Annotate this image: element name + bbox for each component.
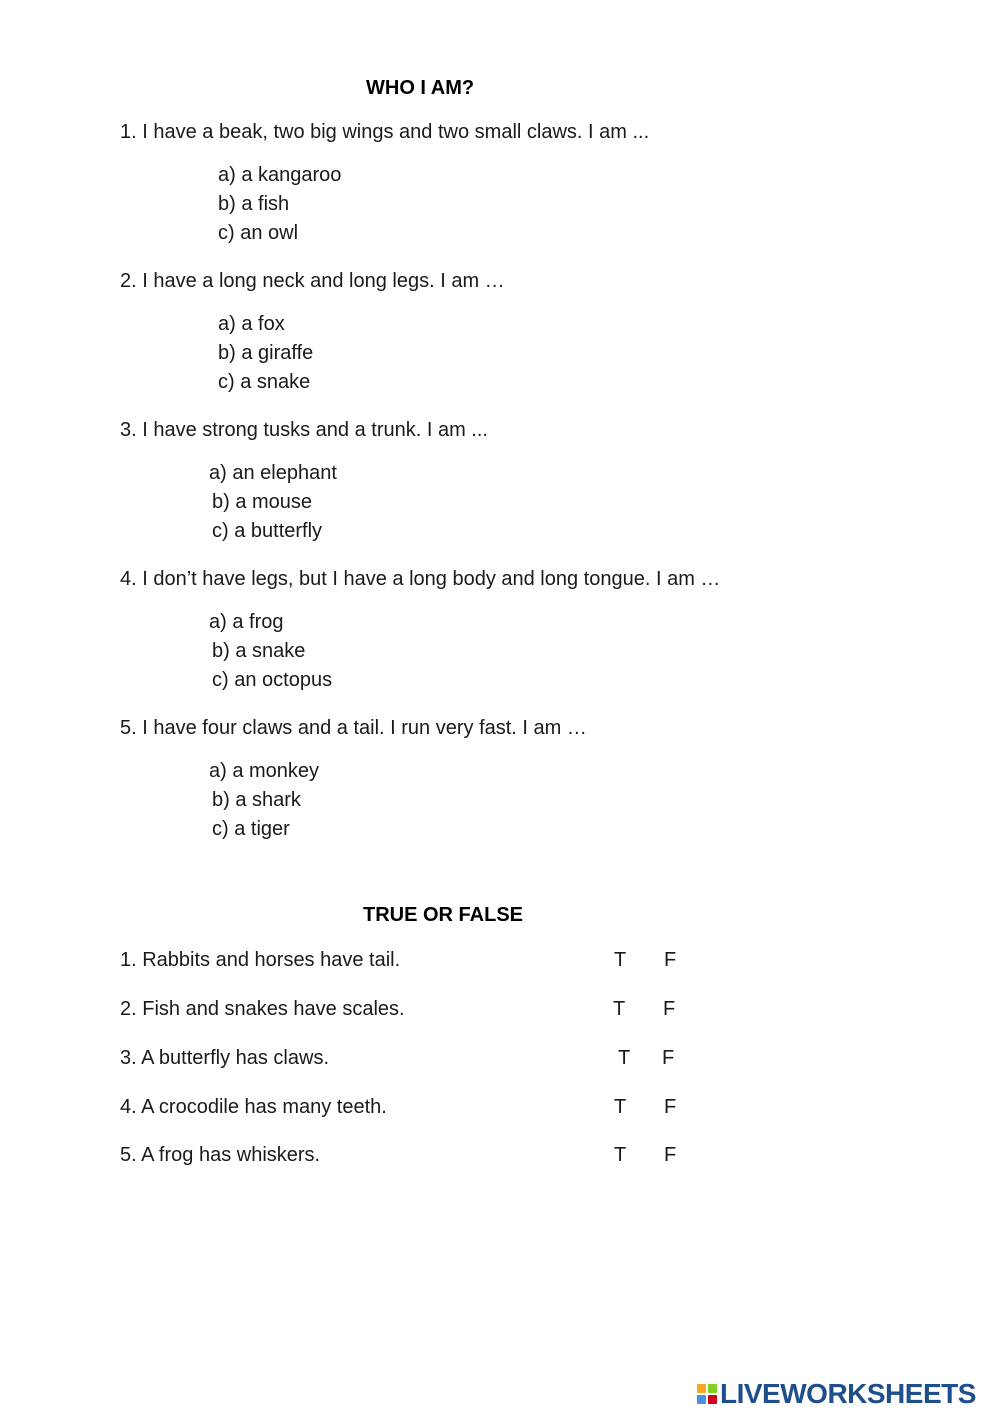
question-3-option-b[interactable]: b) a mouse	[212, 491, 313, 513]
question-3-option-a[interactable]: a) an elephant	[209, 462, 337, 484]
tf-1-false-option[interactable]: F	[664, 949, 677, 971]
question-1: 1. I have a beak, two big wings and two small claws. I am ...	[120, 121, 650, 143]
section-title-who-i-am: WHO I AM?	[366, 77, 475, 99]
tf-statement-4: 4. A crocodile has many teeth.	[120, 1096, 387, 1118]
question-5-option-a[interactable]: a) a monkey	[209, 760, 320, 782]
tf-2-true-option[interactable]: T	[613, 998, 626, 1020]
question-1-option-c[interactable]: c) an owl	[218, 222, 299, 244]
tf-4-false-option[interactable]: F	[664, 1096, 677, 1118]
tf-statement-2: 2. Fish and snakes have scales.	[120, 998, 405, 1020]
section-title-true-or-false: TRUE OR FALSE	[363, 904, 524, 926]
question-1-option-b[interactable]: b) a fish	[218, 193, 290, 215]
tf-5-false-option[interactable]: F	[664, 1144, 677, 1166]
tf-3-false-option[interactable]: F	[662, 1047, 675, 1069]
question-4-option-b[interactable]: b) a snake	[212, 640, 306, 662]
liveworksheets-logo	[697, 1378, 976, 1410]
question-3-option-c[interactable]: c) a butterfly	[212, 520, 323, 542]
tf-statement-3: 3. A butterfly has claws.	[120, 1047, 329, 1069]
question-4: 4. I don’t have legs, but I have a long body and long tongue. I am …	[120, 568, 721, 590]
question-5: 5. I have four claws and a tail. I run very fast. I am …	[120, 717, 587, 739]
tf-1-true-option[interactable]: T	[614, 949, 627, 971]
tf-statement-5: 5. A frog has whiskers.	[120, 1144, 321, 1166]
question-5-option-c[interactable]: c) a tiger	[212, 818, 290, 840]
tf-3-true-option[interactable]: T	[618, 1047, 631, 1069]
tf-4-true-option[interactable]: T	[614, 1096, 627, 1118]
logo-text: LIVEWORKSHEETS	[720, 1378, 976, 1409]
question-2-option-c[interactable]: c) a snake	[218, 371, 311, 393]
question-2-option-a[interactable]: a) a fox	[218, 313, 285, 335]
logo-square-1	[697, 1384, 706, 1393]
question-3: 3. I have strong tusks and a trunk. I am ...	[120, 419, 488, 441]
logo-square-2	[708, 1384, 717, 1393]
question-2: 2. I have a long neck and long legs. I am …	[120, 270, 505, 292]
question-4-option-c[interactable]: c) an octopus	[212, 669, 333, 691]
logo-grid-icon	[697, 1384, 717, 1404]
tf-2-false-option[interactable]: F	[663, 998, 676, 1020]
logo-square-4	[708, 1395, 717, 1404]
question-1-option-a[interactable]: a) a kangaroo	[218, 164, 342, 186]
tf-5-true-option[interactable]: T	[614, 1144, 627, 1166]
logo-square-3	[697, 1395, 706, 1404]
question-5-option-b[interactable]: b) a shark	[212, 789, 301, 811]
question-2-option-b[interactable]: b) a giraffe	[218, 342, 314, 364]
question-4-option-a[interactable]: a) a frog	[209, 611, 284, 633]
tf-statement-1: 1. Rabbits and horses have tail.	[120, 949, 401, 971]
